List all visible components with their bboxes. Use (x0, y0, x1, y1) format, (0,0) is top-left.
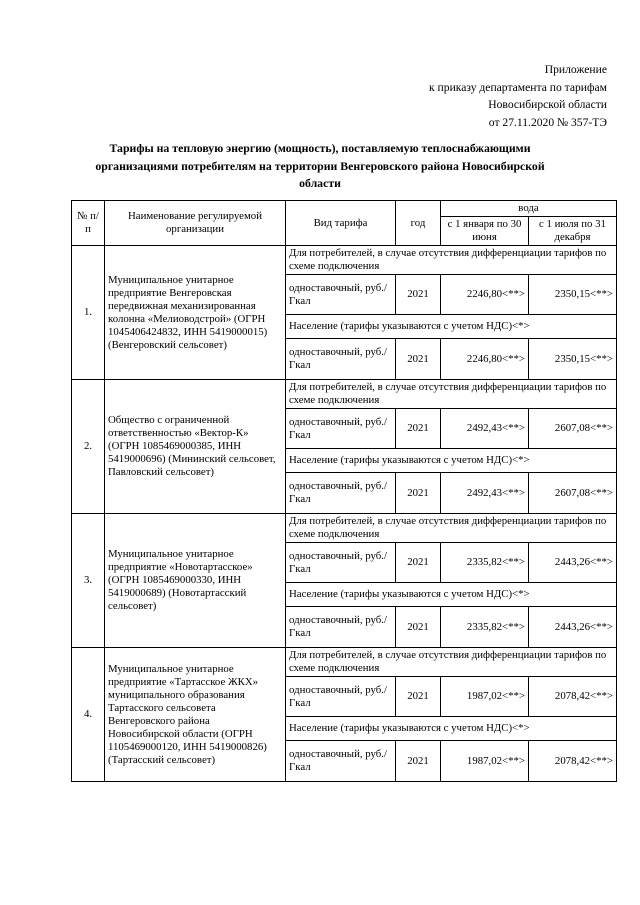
tariff-type: одноставочный, руб./Гкал (286, 275, 396, 315)
tariff-value-h2: 2078,42<**> (529, 677, 617, 717)
tariff-year: 2021 (396, 543, 441, 583)
tariff-table (71, 200, 617, 782)
table-row (72, 380, 617, 409)
tariff-value-h2: 2607,08<**> (529, 473, 617, 514)
row-number: 1. (72, 246, 105, 380)
tariff-type: одноставочный, руб./Гкал (286, 677, 396, 717)
consumer-group-label: Население (тарифы указываются с учетом НДС)<*> (286, 583, 617, 607)
row-number: 3. (72, 514, 105, 648)
tariff-value-h1: 2492,43<**> (441, 473, 529, 514)
organization-name: Муниципальное унитарное предприятие «Тартасское ЖКХ» муниципального образования Тартасского сельсовета Венгеровского района Новосибирской области (ОГРН 1105469000120, ИНН 5419000826) (Тартасский сельсовет) (105, 648, 286, 782)
tariff-value-h1: 2246,80<**> (441, 339, 529, 380)
tariff-year: 2021 (396, 677, 441, 717)
tariff-value-h1: 1987,02<**> (441, 741, 529, 782)
table-row (72, 514, 617, 543)
consumer-group-label: Для потребителей, в случае отсутствия дифференциации тарифов по схеме подключения (286, 648, 617, 677)
tariff-value-h2: 2607,08<**> (529, 409, 617, 449)
appendix-line: Приложение (544, 63, 607, 76)
tariff-type: одноставочный, руб./Гкал (286, 607, 396, 648)
col-header-period2: с 1 июля по 31 декабря (529, 217, 617, 246)
tariff-year: 2021 (396, 741, 441, 782)
tariff-value-h1: 2335,82<**> (441, 543, 529, 583)
col-header-year: год (396, 201, 441, 246)
tariff-value-h1: 2246,80<**> (441, 275, 529, 315)
tariff-type: одноставочный, руб./Гкал (286, 409, 396, 449)
consumer-group-label: Для потребителей, в случае отсутствия дифференциации тарифов по схеме подключения (286, 246, 617, 275)
table-row (72, 648, 617, 677)
tariff-value-h1: 2492,43<**> (441, 409, 529, 449)
tariff-value-h1: 2335,82<**> (441, 607, 529, 648)
table-row (72, 246, 617, 275)
col-header-period1: с 1 января по 30 июня (441, 217, 529, 246)
appendix-header (429, 61, 607, 131)
title-line: Тарифы на тепловую энергию (мощность), поставляемую теплоснабжающими (109, 141, 531, 155)
col-header-water: вода (441, 201, 617, 217)
tariff-year: 2021 (396, 473, 441, 514)
tariff-year: 2021 (396, 339, 441, 380)
tariff-value-h2: 2443,26<**> (529, 543, 617, 583)
organization-name: Муниципальное унитарное предприятие Венгеровская передвижная механизированная колонна «Мелиоводстрой» (ОГРН 1045406424832, ИНН 5419000015) (Венгеровский сельсовет) (105, 246, 286, 380)
col-header-org: Наименование регулируемой организации (105, 201, 286, 246)
title-line: организациями потребителям на территории Венгеровского района Новосибирской (95, 158, 545, 173)
tariff-year: 2021 (396, 607, 441, 648)
tariff-year: 2021 (396, 275, 441, 315)
tariff-type: одноставочный, руб./Гкал (286, 543, 396, 583)
row-number: 2. (72, 380, 105, 514)
document-title (70, 140, 570, 193)
col-header-type: Вид тарифа (286, 201, 396, 246)
table-body (72, 246, 617, 782)
consumer-group-label: Население (тарифы указываются с учетом НДС)<*> (286, 449, 617, 473)
appendix-line: к приказу департамента по тарифам (429, 80, 607, 94)
consumer-group-label: Население (тарифы указываются с учетом НДС)<*> (286, 315, 617, 339)
tariff-year: 2021 (396, 409, 441, 449)
organization-name: Муниципальное унитарное предприятие «Новотартасское» (ОГРН 1085469000330, ИНН 5419000689) (Новотартасский сельсовет) (105, 514, 286, 648)
tariff-value-h2: 2350,15<**> (529, 275, 617, 315)
appendix-line: от 27.11.2020 № 357-ТЭ (488, 115, 607, 129)
organization-name: Общество с ограниченной ответственностью «Вектор-К» (ОГРН 1085469000385, ИНН 5419000696) (Мининский сельсовет, Павловский сельсовет) (105, 380, 286, 514)
tariff-type: одноставочный, руб./Гкал (286, 473, 396, 514)
col-header-num: № п/п (72, 201, 105, 246)
consumer-group-label: Для потребителей, в случае отсутствия дифференциации тарифов по схеме подключения (286, 514, 617, 543)
tariff-value-h1: 1987,02<**> (441, 677, 529, 717)
tariff-value-h2: 2078,42<**> (529, 741, 617, 782)
title-line: области (299, 176, 341, 190)
tariff-value-h2: 2350,15<**> (529, 339, 617, 380)
tariff-type: одноставочный, руб./Гкал (286, 741, 396, 782)
tariff-type: одноставочный, руб./Гкал (286, 339, 396, 380)
tariff-value-h2: 2443,26<**> (529, 607, 617, 648)
consumer-group-label: Для потребителей, в случае отсутствия дифференциации тарифов по схеме подключения (286, 380, 617, 409)
consumer-group-label: Население (тарифы указываются с учетом НДС)<*> (286, 717, 617, 741)
row-number: 4. (72, 648, 105, 782)
appendix-line: Новосибирской области (488, 98, 607, 111)
